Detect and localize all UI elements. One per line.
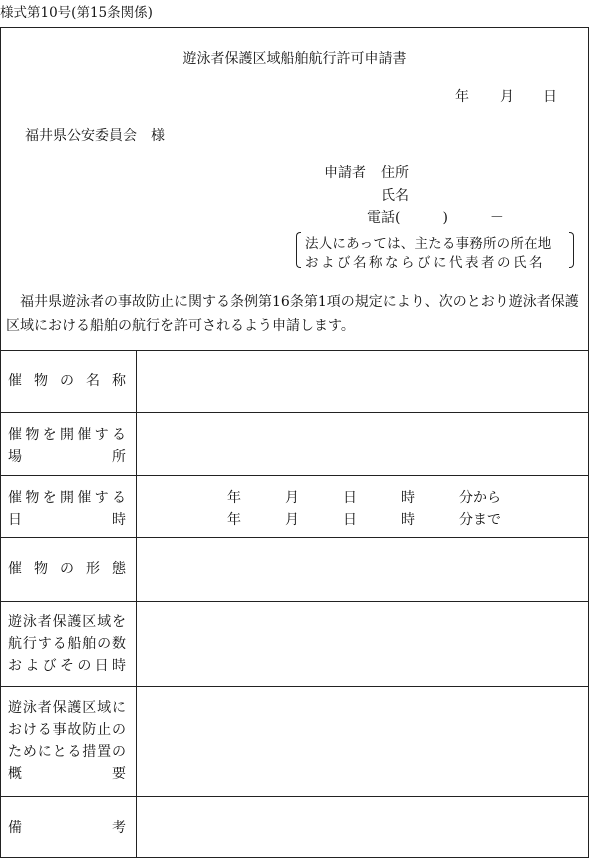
addressee: 福井県公安委員会 様 bbox=[25, 128, 165, 144]
application-statement: 福井県遊泳者の事故防止に関する条例第16条第1項の規定により、次のとおり遊泳者保護区域における船舶の航行を許可されるよう申請します。 bbox=[6, 294, 579, 334]
table-border bbox=[0, 412, 589, 413]
label-safety-measures: 遊泳者保護区域に おける事故防止の ためにとる措置の 概要 bbox=[8, 700, 126, 782]
date-month-label: 月 bbox=[500, 89, 514, 105]
applicant-label: 申請者 bbox=[324, 165, 366, 181]
left-bracket bbox=[296, 232, 301, 268]
label-event-name: 催物の名称 bbox=[8, 373, 126, 389]
label-remarks: 備考 bbox=[8, 820, 126, 836]
date-day-label: 日 bbox=[543, 89, 557, 105]
table-border bbox=[0, 475, 589, 476]
table-border bbox=[0, 601, 589, 602]
to-year: 年 bbox=[227, 512, 241, 528]
date-year-label: 年 bbox=[455, 89, 469, 105]
form-number: 様式第10号(第15条関係) bbox=[0, 5, 153, 21]
table-border bbox=[0, 537, 589, 538]
applicant-address-label: 住所 bbox=[381, 165, 409, 181]
right-bracket bbox=[569, 232, 574, 268]
applicant-phone-label: 電話( ) － bbox=[367, 210, 504, 226]
corporate-note-line1: 法人にあっては、主たる事務所の所在地 bbox=[305, 236, 552, 252]
table-border bbox=[0, 796, 589, 797]
from-year: 年 bbox=[227, 490, 241, 506]
to-minute: 分まで bbox=[459, 512, 501, 528]
from-minute: 分から bbox=[459, 490, 501, 506]
from-hour: 時 bbox=[401, 490, 415, 506]
corporate-note-line2: および名称ならびに代表者の氏名 bbox=[305, 255, 545, 271]
to-day: 日 bbox=[343, 512, 357, 528]
corporate-note bbox=[296, 232, 574, 271]
to-month: 月 bbox=[285, 512, 299, 528]
table-column-divider bbox=[136, 350, 137, 857]
label-event-datetime: 催物を開催する 日時 bbox=[8, 490, 126, 528]
form-title: 遊泳者保護区域船舶航行許可申請書 bbox=[182, 51, 407, 67]
table-border bbox=[0, 686, 589, 687]
from-month: 月 bbox=[285, 490, 299, 506]
applicant-name-label: 氏名 bbox=[381, 188, 409, 204]
label-event-form: 催物の形態 bbox=[8, 561, 126, 577]
to-hour: 時 bbox=[401, 512, 415, 528]
table-border bbox=[0, 350, 589, 351]
label-vessel-count: 遊泳者保護区域を 航行する船舶の数 およびその日時 bbox=[8, 614, 126, 674]
label-event-place: 催物を開催する 場所 bbox=[8, 427, 126, 465]
from-day: 日 bbox=[343, 490, 357, 506]
